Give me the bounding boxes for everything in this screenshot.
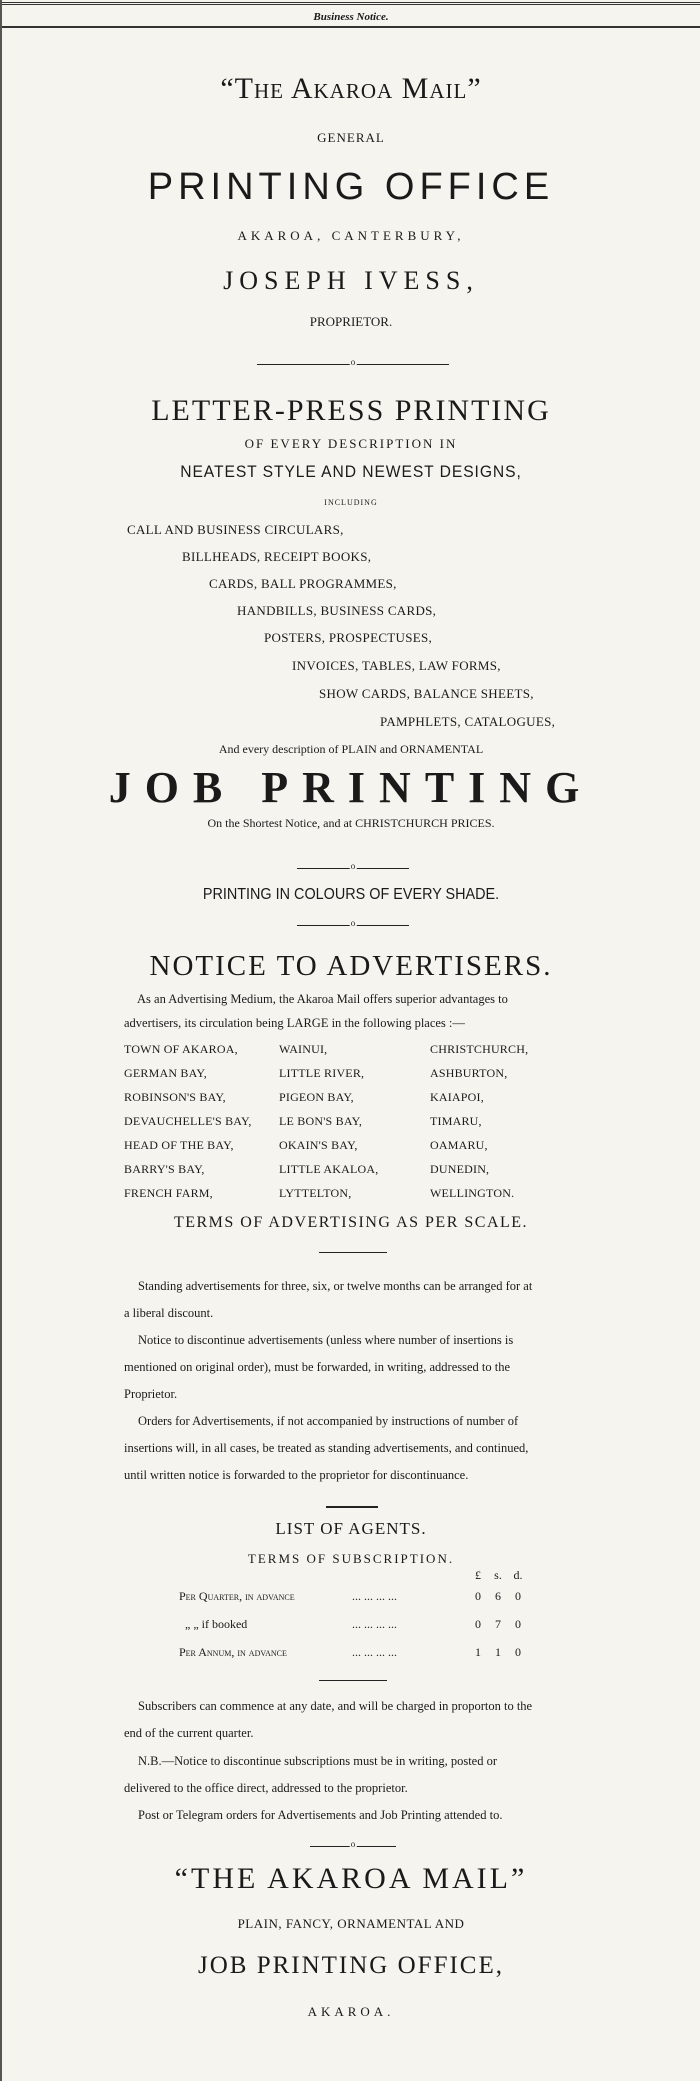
place-name: OKAIN'S BAY, <box>279 1138 358 1152</box>
subscription-row-label: Per Quarter, in advance <box>179 1589 295 1603</box>
price-value: 0 <box>515 1617 521 1631</box>
place-name: WELLINGTON. <box>430 1186 515 1200</box>
place-name: LITTLE AKALOA, <box>279 1162 379 1176</box>
footer-line2: JOB PRINTING OFFICE, <box>197 1952 504 1979</box>
place-name: LYTTELTON, <box>279 1186 352 1200</box>
place-name: HEAD OF THE BAY, <box>124 1138 234 1152</box>
colours-line: PRINTING IN COLOURS OF EVERY SHADE. <box>202 886 500 903</box>
subscription-heading: TERMS OF SUBSCRIPTION. <box>247 1551 455 1566</box>
subscription-note: Subscribers can commence at any date, and will be charged in proporton to the <box>138 1699 533 1713</box>
advertisers-intro: advertisers, its circulation being LARGE in the following places :— <box>124 1016 465 1030</box>
advertisers-paragraph: Proprietor. <box>124 1387 178 1401</box>
place-name: FRENCH FARM, <box>124 1186 213 1200</box>
letterpress-sub1: OF EVERY DESCRIPTION IN <box>244 436 458 451</box>
rule <box>319 1680 387 1681</box>
letterpress-sub2: NEATEST STYLE AND NEWEST DESIGNS, <box>180 462 522 481</box>
advertisers-heading: NOTICE TO ADVERTISERS. <box>149 950 553 982</box>
price-value: 7 <box>495 1617 501 1631</box>
advertisers-paragraph: insertions will, in all cases, be treated as standing advertisements, and continued, <box>124 1441 529 1455</box>
footer-paper-name: “THE AKAROA MAIL” <box>174 1862 528 1895</box>
subscription-note: Post or Telegram orders for Advertisements and Job Printing attended to. <box>138 1808 503 1822</box>
place-name: TIMARU, <box>430 1114 482 1128</box>
place-name: OAMARU, <box>430 1138 488 1152</box>
advertisers-paragraph: mentioned on original order), must be forwarded, in writing, addressed to the <box>124 1360 511 1374</box>
subscription-note: delivered to the office direct, addressed to the proprietor. <box>124 1781 408 1795</box>
advertisers-paragraph: Notice to discontinue advertisements (unless where number of insertions is <box>138 1333 514 1347</box>
price-value: 6 <box>495 1589 501 1603</box>
list-item: POSTERS, PROSPECTUSES, <box>264 630 433 645</box>
place-name: KAIAPOI, <box>430 1090 484 1104</box>
general-label: GENERAL <box>317 130 385 145</box>
paper-name: “The Akaroa Mail” <box>220 72 482 105</box>
agents-heading: LIST OF AGENTS. <box>275 1519 427 1538</box>
office-title: PRINTING OFFICE <box>147 166 555 208</box>
ornamental-rule <box>297 868 409 869</box>
footer-line1: PLAIN, FANCY, ORNAMENTAL AND <box>237 1916 465 1931</box>
subscription-row-label: „ „ if booked <box>185 1617 248 1631</box>
place-name: LE BON'S BAY, <box>279 1114 363 1128</box>
place-name: CHRISTCHURCH, <box>430 1042 529 1056</box>
proprietor-name: JOSEPH IVESS, <box>223 266 479 295</box>
place-name: TOWN OF AKAROA, <box>124 1042 238 1056</box>
place-name: WAINUI, <box>279 1042 328 1056</box>
top-rule <box>2 2 700 5</box>
advertisers-paragraph: a liberal discount. <box>124 1306 214 1320</box>
place-name: ROBINSON'S BAY, <box>124 1090 226 1104</box>
ornamental-rule <box>310 1846 396 1847</box>
place-name: BARRY'S BAY, <box>124 1162 205 1176</box>
list-item: CARDS, BALL PROGRAMMES, <box>209 576 397 591</box>
ornamental-rule <box>297 925 409 926</box>
footer-line3: AKAROA. <box>307 2004 395 2019</box>
price-value: 0 <box>515 1645 521 1659</box>
list-item: HANDBILLS, BUSINESS CARDS, <box>237 603 437 618</box>
pounds-header: £ <box>475 1568 481 1582</box>
advertisers-intro: As an Advertising Medium, the Akaroa Mail offers superior advantages to <box>137 992 508 1006</box>
leader-dots: ... ... ... ... <box>352 1589 397 1603</box>
price-value: 1 <box>495 1645 501 1659</box>
price-value: 0 <box>475 1617 481 1631</box>
letterpress-heading: LETTER-PRESS PRINTING <box>151 394 551 427</box>
place-name: PIGEON BAY, <box>279 1090 354 1104</box>
rule <box>319 1252 387 1253</box>
place-name: DEVAUCHELLE'S BAY, <box>124 1114 252 1128</box>
price-value: 0 <box>515 1589 521 1603</box>
subscription-row-label: Per Annum, in advance <box>179 1645 287 1659</box>
price-value: 1 <box>475 1645 481 1659</box>
section-header: Business Notice. <box>2 8 700 28</box>
rule <box>326 1506 378 1508</box>
proprietor-title: PROPRIETOR. <box>309 314 393 329</box>
shillings-header: s. <box>494 1568 502 1582</box>
price-value: 0 <box>475 1589 481 1603</box>
job-printing-heading: JOB PRINTING <box>108 763 594 812</box>
location-line: AKAROA, CANTERBURY, <box>237 228 465 243</box>
every-description-line: And every description of PLAIN and ORNAMENTAL <box>218 742 484 756</box>
subscription-note: end of the current quarter. <box>124 1726 254 1740</box>
list-item: BILLHEADS, RECEIPT BOOKS, <box>182 549 372 564</box>
leader-dots: ... ... ... ... <box>352 1645 397 1659</box>
ornamental-rule <box>257 364 449 365</box>
leader-dots: ... ... ... ... <box>352 1617 397 1631</box>
advertisers-paragraph: Standing advertisements for three, six, or twelve months can be arranged for at <box>138 1279 533 1293</box>
advertisers-paragraph: Orders for Advertisements, if not accompanied by instructions of number of <box>138 1414 519 1428</box>
advertisers-paragraph: until written notice is forwarded to the proprietor for discontinuance. <box>124 1468 469 1482</box>
shortest-notice-line: On the Shortest Notice, and at CHRISTCHURCH PRICES. <box>207 816 495 830</box>
list-item: SHOW CARDS, BALANCE SHEETS, <box>319 686 534 701</box>
place-name: LITTLE RIVER, <box>279 1066 365 1080</box>
list-item: PAMPHLETS, CATALOGUES, <box>380 714 556 729</box>
place-name: DUNEDIN, <box>430 1162 490 1176</box>
terms-line: TERMS OF ADVERTISING AS PER SCALE. <box>173 1214 529 1231</box>
pence-header: d. <box>513 1568 523 1582</box>
including-label: INCLUDING <box>324 498 378 507</box>
place-name: GERMAN BAY, <box>124 1066 207 1080</box>
place-name: ASHBURTON, <box>430 1066 508 1080</box>
list-item: CALL AND BUSINESS CIRCULARS, <box>127 522 344 537</box>
list-item: INVOICES, TABLES, LAW FORMS, <box>292 658 501 673</box>
subscription-note: N.B.—Notice to discontinue subscriptions must be in writing, posted or <box>138 1754 497 1768</box>
